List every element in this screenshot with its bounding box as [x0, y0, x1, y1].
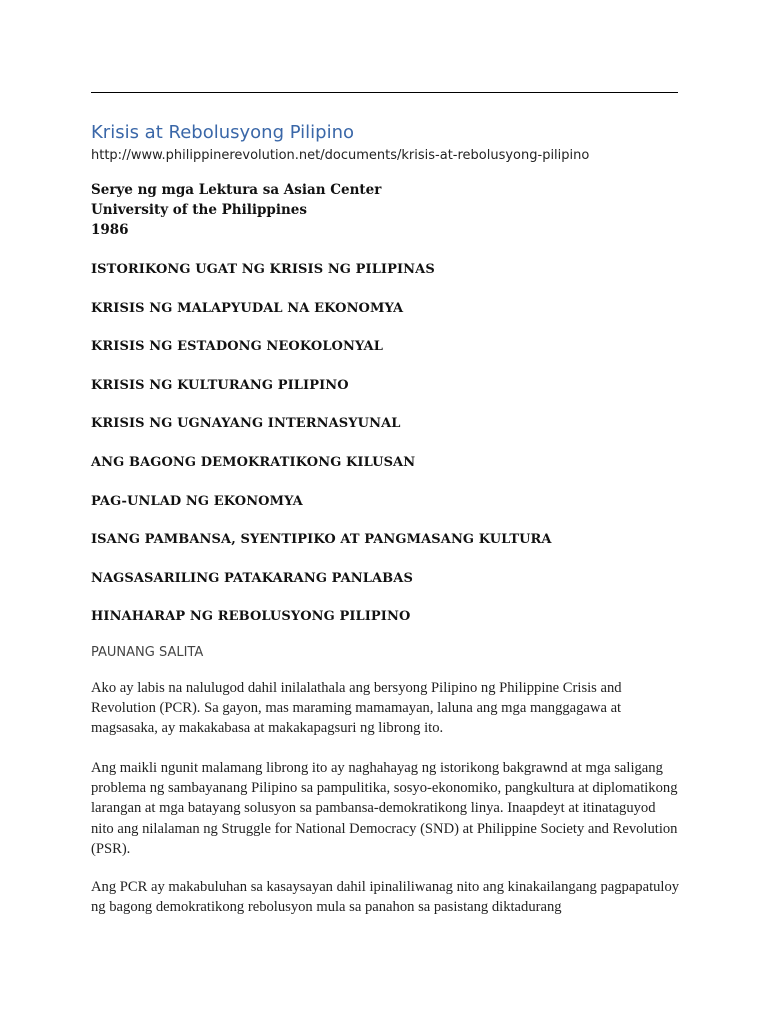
toc-item: HINAHARAP NG REBOLUSYONG PILIPINO — [91, 609, 411, 625]
publication-year: 1986 — [91, 222, 129, 238]
toc-item: KRISIS NG MALAPYUDAL NA EKONOMYA — [91, 300, 404, 316]
toc-item: KRISIS NG UGNAYANG INTERNASYUNAL — [91, 416, 401, 432]
toc-item: KRISIS NG ESTADONG NEOKOLONYAL — [91, 339, 383, 355]
toc-item: KRISIS NG KULTURANG PILIPINO — [91, 377, 349, 393]
document-url[interactable]: http://www.philippinerevolution.net/documents/krisis-at-rebolusyong-pilipino — [91, 148, 590, 163]
document-title: Krisis at Rebolusyong Pilipino — [91, 122, 355, 143]
source-info — [91, 180, 381, 240]
section-heading: PAUNANG SALITA — [91, 645, 204, 660]
toc-item: ISANG PAMBANSA, SYENTIPIKO AT PANGMASANG KULTURA — [91, 532, 552, 548]
toc-item: PAG-UNLAD NG EKONOMYA — [91, 493, 303, 509]
lecture-series: Serye ng mga Lektura sa Asian Center — [91, 182, 382, 198]
toc-item: ANG BAGONG DEMOKRATIKONG KILUSAN — [91, 454, 416, 470]
toc-item: ISTORIKONG UGAT NG KRISIS NG PILIPINAS — [91, 262, 435, 277]
institution: University of the Philippines — [91, 202, 307, 218]
toc-item: NAGSASARILING PATAKARANG PANLABAS — [91, 570, 413, 586]
body-paragraph: Ang PCR ay makabuluhan sa kasaysayan dahil ipinaliliwanag nito ang kinakailangang pagpapatuloy ng bagong demokratikong rebolusyon mula sa panahon sa pasistang diktadurang — [91, 879, 680, 916]
body-paragraph: Ang maikli ngunit malamang librong ito ay naghahayag ng istorikong bakgrawnd at mga saligang problema ng sambayanang Pilipino sa pampulitika, sosyo-ekonomiko, pangkultura at diplomatikong larangan at mga batayang solusyon sa pambansa-demokratikong linya. Inaapdeyt at itinataguyod nito ang nilalaman ng Struggle for National Democracy (SND) at Philippine Society and Revolution (PSR). — [91, 760, 678, 857]
top-divider — [91, 92, 678, 93]
body-paragraph: Ako ay labis na nalulugod dahil inilalathala ang bersyong Pilipino ng Philippine Crisis and Revolution (PCR). Sa gayon, mas maraming mamamayan, laluna ang mga manggagawa at magsasaka, ay makakabasa at makakapagsuri ng librong ito. — [91, 680, 622, 737]
table-of-contents — [91, 260, 552, 646]
